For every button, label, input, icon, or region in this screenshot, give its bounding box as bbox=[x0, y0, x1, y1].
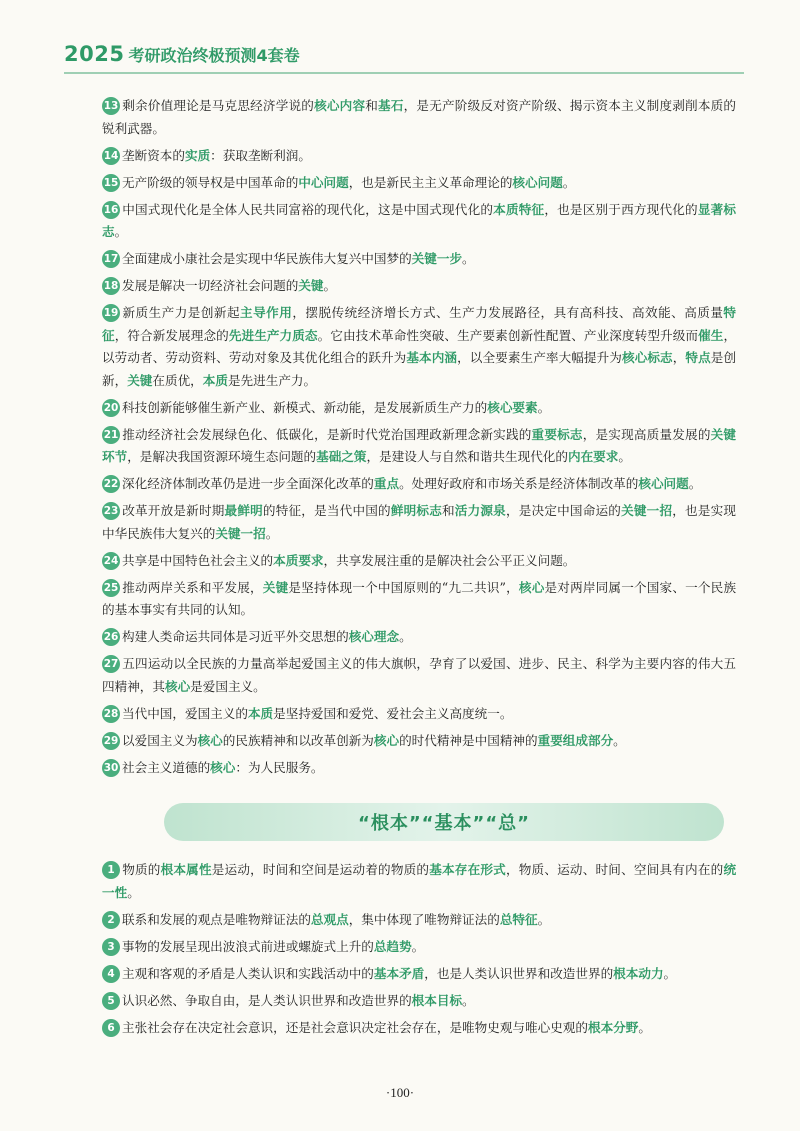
item-number-badge: 2 bbox=[102, 911, 120, 929]
item-text: 。 bbox=[638, 1019, 651, 1035]
item-number-badge: 15 bbox=[102, 174, 120, 192]
highlighted-term: 关键一步 bbox=[411, 251, 463, 266]
highlighted-term: 先进生产力质态 bbox=[228, 327, 318, 343]
list-item bbox=[102, 990, 736, 1013]
highlighted-term: 核心 bbox=[210, 759, 236, 775]
item-text: ，也是新民主主义革命理论的 bbox=[348, 174, 513, 190]
item-number-badge: 21 bbox=[102, 426, 120, 444]
item-text: 改革开放是新时期 bbox=[122, 503, 225, 518]
list-item bbox=[102, 1017, 736, 1040]
highlighted-term: 根本目标 bbox=[411, 992, 463, 1008]
list-item bbox=[102, 577, 736, 622]
item-text: 。 bbox=[663, 965, 677, 981]
item-number-badge: 24 bbox=[102, 552, 120, 570]
item-text: ：为人民服务。 bbox=[235, 759, 324, 775]
item-text: 。 bbox=[411, 938, 425, 954]
item-number-badge: 3 bbox=[102, 938, 120, 956]
highlighted-term: 活力源泉 bbox=[454, 503, 506, 518]
list-item bbox=[102, 275, 736, 298]
highlighted-term: 关键环节 bbox=[102, 426, 737, 464]
item-text: 认识必然、争取自由，是人类认识世界和改造世界的 bbox=[122, 992, 412, 1008]
item-text: 当代中国，爱国主义的 bbox=[122, 705, 248, 721]
item-text: 深化经济体制改革仍是进一步全面深化改革的 bbox=[122, 476, 374, 491]
item-text: 。 bbox=[127, 884, 140, 900]
item-number-badge: 25 bbox=[102, 579, 120, 597]
item-text: 构建人类命运共同体是习近平外交思想的 bbox=[122, 629, 349, 644]
highlighted-term: 关键 bbox=[127, 372, 153, 388]
list-item bbox=[102, 302, 736, 392]
item-text: 中国式现代化是全体人民共同富裕的现代化，这是中国式现代化的 bbox=[122, 201, 494, 217]
item-number-badge: 27 bbox=[102, 655, 120, 673]
item-text: ，是决定中国命运的 bbox=[505, 503, 622, 518]
item-text: 。 bbox=[114, 224, 128, 239]
page-content bbox=[102, 95, 736, 1044]
item-text: 。 bbox=[537, 399, 551, 415]
item-number-badge: 20 bbox=[102, 399, 120, 417]
highlighted-term: 本质特征 bbox=[493, 201, 545, 217]
highlighted-term: 关键 bbox=[262, 579, 289, 595]
item-text: 事物的发展呈现出波浪式前进或螺旋式上升的 bbox=[122, 938, 374, 954]
item-text: 。 bbox=[562, 174, 576, 190]
highlighted-term: 催生 bbox=[698, 327, 724, 343]
section-core-concepts bbox=[102, 95, 736, 779]
item-text: 是坚持体现一个中国原则的“九二共识”， bbox=[288, 579, 519, 595]
highlighted-term: 核心问题 bbox=[638, 476, 689, 491]
item-text: ，集中体现了唯物辩证法的 bbox=[348, 911, 500, 927]
item-text: 是对两岸同属一个国家、一个民族的基本事实有共同的认知。 bbox=[102, 579, 737, 617]
item-text: 社会主义道德的 bbox=[122, 759, 211, 775]
list-item bbox=[102, 473, 736, 496]
list-item bbox=[102, 757, 736, 780]
header-divider bbox=[64, 72, 744, 74]
item-text: 主张社会存在决定社会意识，还是社会意识决定社会存在，是唯物史观与唯心史观的 bbox=[122, 1019, 588, 1035]
item-number-badge: 29 bbox=[102, 732, 120, 750]
list-item bbox=[102, 95, 736, 140]
item-text: 。 bbox=[613, 732, 626, 748]
item-text: 的特征，是当代中国的 bbox=[262, 503, 391, 518]
item-number-badge: 30 bbox=[102, 759, 120, 777]
highlighted-term: 主导作用 bbox=[240, 305, 293, 320]
item-text: 主观和客观的矛盾是人类认识和实践活动中的 bbox=[122, 965, 374, 981]
item-number-badge: 4 bbox=[102, 965, 120, 983]
highlighted-term: 根本动力 bbox=[613, 965, 664, 981]
highlighted-term: 实质 bbox=[184, 147, 211, 163]
highlighted-term: 关键一招 bbox=[621, 503, 673, 518]
item-text: 。 bbox=[399, 629, 412, 644]
item-text: 五四运动以全民族的力量高举起爱国主义的伟大旗帜，孕育了以爱国、进步、民主、科学为主要内容的伟大五四精神，其 bbox=[102, 656, 736, 694]
item-text: 全面建成小康社会是实现中华民族伟大复兴中国梦的 bbox=[122, 251, 412, 266]
highlighted-term: 总特征 bbox=[499, 911, 538, 927]
highlighted-term: 根本分野 bbox=[587, 1019, 639, 1035]
item-text: 和 bbox=[365, 98, 379, 113]
item-text: 。 bbox=[323, 278, 337, 293]
list-item bbox=[102, 859, 736, 904]
item-text: 推动经济社会发展绿色化、低碳化，是新时代党治国理政新理念新实践的 bbox=[122, 426, 532, 442]
item-text: 。 bbox=[688, 476, 702, 491]
item-text: 垄断资本的 bbox=[122, 147, 185, 163]
highlighted-term: 核心 bbox=[164, 678, 191, 694]
item-number-badge: 23 bbox=[102, 502, 120, 520]
item-text: 是坚持爱国和爱党、爱社会主义高度统一。 bbox=[273, 705, 513, 721]
item-text: 推动两岸关系和平发展， bbox=[122, 579, 263, 595]
list-item bbox=[102, 424, 736, 469]
item-number-badge: 5 bbox=[102, 992, 120, 1010]
list-item bbox=[102, 550, 736, 573]
highlighted-term: 显著标志 bbox=[102, 201, 737, 239]
item-number-badge: 1 bbox=[102, 861, 120, 879]
item-text: ，物质、运动、时间、空间具有内在的 bbox=[505, 862, 724, 877]
highlighted-term: 本质 bbox=[247, 705, 274, 721]
highlighted-term: 核心标志 bbox=[621, 350, 673, 365]
item-text: ，共享发展注重的是解决社会公平正义问题。 bbox=[323, 552, 576, 568]
list-item bbox=[102, 500, 736, 545]
highlighted-term: 根本属性 bbox=[160, 862, 212, 877]
item-number-badge: 18 bbox=[102, 277, 120, 295]
item-text: 。 bbox=[537, 911, 551, 927]
item-text: 的时代精神是中国精神的 bbox=[399, 732, 538, 748]
item-text: 物质的 bbox=[122, 862, 161, 877]
item-text: 是先进生产力。 bbox=[227, 372, 317, 388]
item-text: ，是无产阶级反对资产阶级、揭示资本主义制度剥削本质的锐利武器。 bbox=[102, 98, 737, 136]
highlighted-term: 核心要素 bbox=[487, 399, 538, 415]
item-text: ，以全要素生产率大幅提升为 bbox=[457, 350, 622, 365]
list-item bbox=[102, 963, 736, 986]
header-year: 2025 bbox=[64, 42, 125, 66]
highlighted-term: 关键 bbox=[298, 278, 324, 293]
item-text: 以爱国主义为 bbox=[122, 732, 198, 748]
item-text: 是爱国主义。 bbox=[190, 678, 266, 694]
highlighted-term: 本质要求 bbox=[273, 552, 324, 568]
highlighted-term: 重要组成部分 bbox=[537, 732, 614, 748]
highlighted-term: 重点 bbox=[373, 476, 400, 491]
page-header bbox=[64, 42, 300, 66]
item-text: 。 bbox=[618, 449, 631, 464]
list-item bbox=[102, 397, 736, 420]
highlighted-term: 基石 bbox=[378, 98, 404, 113]
item-text: 。它由技术革命性突破、生产要素创新性配置、产业深度转型升级而 bbox=[317, 327, 699, 343]
item-text: 科技创新能够催生新产业、新模式、新动能，是发展新质生产力的 bbox=[122, 399, 488, 415]
item-text: 在质优， bbox=[152, 372, 203, 388]
header-title: 考研政治终极预测4套卷 bbox=[128, 46, 300, 65]
item-number-badge: 13 bbox=[102, 97, 120, 115]
item-text: ，也是人类认识世界和改造世界的 bbox=[424, 965, 614, 981]
item-text: ，是实现高质量发展的 bbox=[582, 426, 711, 442]
item-number-badge: 28 bbox=[102, 705, 120, 723]
highlighted-term: 统一性 bbox=[102, 862, 737, 900]
item-text: ，也是区别于西方现代化的 bbox=[544, 201, 698, 217]
item-text: 的民族精神和以改革创新为 bbox=[222, 732, 374, 748]
highlighted-term: 内在要求 bbox=[567, 449, 619, 464]
item-number-badge: 14 bbox=[102, 147, 120, 165]
highlighted-term: 核心理念 bbox=[348, 629, 400, 644]
page-number: ·100· bbox=[385, 1085, 415, 1100]
highlighted-term: 核心问题 bbox=[512, 174, 563, 190]
banner-title: “根本”“基本”“总” bbox=[358, 813, 530, 834]
section-banner bbox=[164, 803, 724, 841]
item-number-badge: 6 bbox=[102, 1019, 120, 1037]
item-text: 共享是中国特色社会主义的 bbox=[122, 552, 274, 568]
highlighted-term: 总趋势 bbox=[373, 938, 412, 954]
highlighted-term: 核心内容 bbox=[314, 98, 366, 113]
highlighted-term: 本质 bbox=[202, 372, 228, 388]
item-text: 。 bbox=[462, 251, 475, 266]
highlighted-term: 鲜明标志 bbox=[390, 503, 442, 518]
highlighted-term: 关键一招 bbox=[215, 525, 266, 541]
item-text: 新质生产力是创新起 bbox=[122, 305, 241, 320]
item-text: 。 bbox=[265, 525, 279, 541]
item-text: ，是建设人与自然和谐共生现代化的 bbox=[366, 449, 568, 464]
list-item bbox=[102, 626, 736, 649]
item-text: ， bbox=[672, 350, 686, 365]
item-text: 和 bbox=[442, 503, 455, 518]
highlighted-term: 重要标志 bbox=[531, 426, 583, 442]
highlighted-term: 核心 bbox=[373, 732, 400, 748]
list-item bbox=[102, 248, 736, 271]
item-text: ，也是实现中华民族伟大复兴的 bbox=[102, 503, 737, 541]
item-text: ：获取垄断利润。 bbox=[210, 147, 311, 163]
item-number-badge: 22 bbox=[102, 475, 120, 493]
list-item bbox=[102, 145, 736, 168]
highlighted-term: 核心 bbox=[518, 579, 545, 595]
item-text: 是创新， bbox=[102, 350, 737, 388]
list-item bbox=[102, 909, 736, 932]
highlighted-term: 中心问题 bbox=[298, 174, 349, 190]
highlighted-term: 最鲜明 bbox=[224, 503, 263, 518]
item-text: ，以劳动者、劳动资料、劳动对象及其优化组合的跃升为 bbox=[102, 327, 737, 365]
item-number-badge: 26 bbox=[102, 628, 120, 646]
list-item bbox=[102, 936, 736, 959]
highlighted-term: 基础之策 bbox=[316, 449, 367, 464]
item-text: ，符合新发展理念的 bbox=[114, 327, 229, 343]
item-text: 剩余价值理论是马克思经济学说的 bbox=[122, 98, 315, 113]
item-number-badge: 17 bbox=[102, 250, 120, 268]
highlighted-term: 特征 bbox=[102, 305, 737, 343]
item-text: 。处理好政府和市场关系是经济体制改革的 bbox=[399, 476, 639, 491]
list-item bbox=[102, 703, 736, 726]
item-text: 。 bbox=[462, 992, 475, 1008]
highlighted-term: 核心 bbox=[197, 732, 223, 748]
list-item bbox=[102, 653, 736, 698]
list-item bbox=[102, 172, 736, 195]
list-item bbox=[102, 199, 736, 244]
item-text: 是运动，时间和空间是运动着的物质的 bbox=[211, 862, 430, 877]
item-number-badge: 19 bbox=[102, 304, 120, 322]
highlighted-term: 基本存在形式 bbox=[429, 862, 506, 877]
item-text: 无产阶级的领导权是中国革命的 bbox=[122, 174, 299, 190]
item-text: ，摆脱传统经济增长方式、生产力发展路径，具有高科技、高效能、高质量 bbox=[292, 305, 724, 320]
item-text: ，是解决我国资源环境生态问题的 bbox=[127, 449, 317, 464]
item-text: 发展是解决一切经济社会问题的 bbox=[122, 278, 299, 293]
highlighted-term: 基本内涵 bbox=[406, 350, 458, 365]
section-fundamental-concepts bbox=[102, 859, 736, 1039]
item-number-badge: 16 bbox=[102, 201, 120, 219]
highlighted-term: 总观点 bbox=[310, 911, 349, 927]
highlighted-term: 基本矛盾 bbox=[373, 965, 425, 981]
list-item bbox=[102, 730, 736, 753]
item-text: 联系和发展的观点是唯物辩证法的 bbox=[122, 911, 311, 927]
highlighted-term: 特点 bbox=[685, 350, 711, 365]
